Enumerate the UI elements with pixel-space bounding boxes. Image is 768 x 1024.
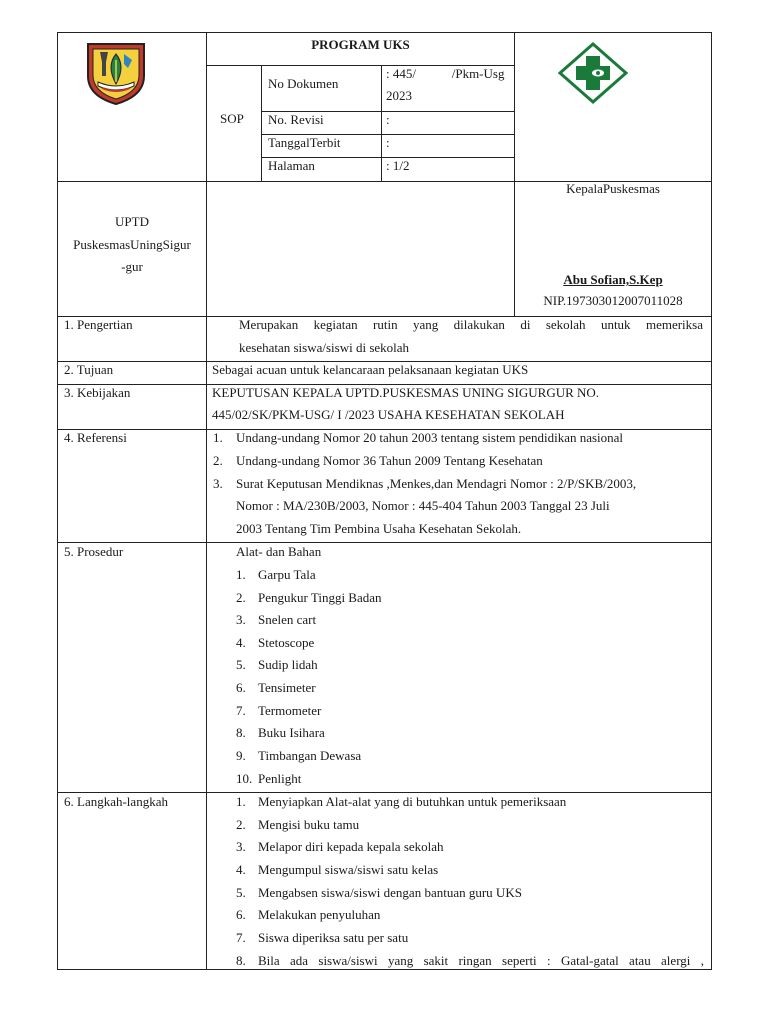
list-item-num: 1. (236, 794, 246, 809)
org-name-line2: PuskesmasUningSigur (73, 237, 191, 252)
referensi-text: Surat Keputusan Mendiknas ,Menkes,dan Mendagri Nomor : 2/P/SKB/2003, (236, 476, 637, 491)
no-revisi-value: : (386, 112, 390, 127)
list-item: Mengumpul siswa/siswi satu kelas (258, 862, 439, 877)
list-item-num: 4. (236, 862, 246, 877)
referensi-text-cont: Nomor : MA/230B/2003, Nomor : 445-404 Tahun 2003 Tanggal 23 Juli (236, 498, 610, 513)
pengertian-line2: kesehatan siswa/siswi di sekolah (239, 340, 410, 355)
tujuan-text: Sebagai acuan untuk kelancaraan pelaksanaan kegiatan UKS (212, 362, 529, 377)
kebijakan-line1: KEPUTUSAN KEPALA UPTD.PUSKESMAS UNING SIGURGUR NO. (212, 385, 600, 400)
list-item-num: 8. (236, 953, 246, 968)
list-item: Timbangan Dewasa (258, 748, 362, 763)
org-name-line1: UPTD (115, 214, 149, 229)
tanggal-terbit-value: : (386, 135, 390, 150)
no-revisi-label: No. Revisi (268, 112, 324, 127)
org-name-line3: -gur (121, 259, 143, 274)
list-item-num: 6. (236, 680, 246, 695)
no-dokumen-label: No Dokumen (268, 76, 339, 91)
list-item: Sudip lidah (258, 657, 318, 672)
list-item: Tensimeter (258, 680, 316, 695)
list-item: Termometer (258, 703, 322, 718)
head-title: KepalaPuskesmas (566, 181, 660, 196)
referensi-num: 1. (213, 430, 223, 445)
sop-label: SOP (220, 111, 244, 126)
list-item-num: 3. (236, 839, 246, 854)
list-item-num: 10. (236, 771, 253, 786)
list-item: Melapor diri kepada kepala sekolah (258, 839, 444, 854)
list-item-num: 9. (236, 748, 246, 763)
list-item: Snelen cart (258, 612, 317, 627)
list-item: Bila ada siswa/siswi yang sakit ringan seperti : Gatal-gatal atau alergi , (258, 953, 704, 968)
section-label-pengertian: 1. Pengertian (64, 317, 133, 332)
prosedur-intro: Alat- dan Bahan (236, 544, 322, 559)
list-item-num: 5. (236, 885, 246, 900)
list-item-num: 8. (236, 725, 246, 740)
section-label-kebijakan: 3. Kebijakan (64, 385, 131, 400)
list-item: Pengukur Tinggi Badan (258, 590, 382, 605)
list-item-num: 3. (236, 612, 246, 627)
list-item-num: 2. (236, 817, 246, 832)
list-item-num: 7. (236, 930, 246, 945)
program-title: PROGRAM UKS (311, 37, 410, 52)
no-dokumen-year: 2023 (386, 88, 412, 103)
list-item: Mengabsen siswa/siswi dengan bantuan guru UKS (258, 885, 522, 900)
list-item: Penlight (258, 771, 302, 786)
list-item: Stetoscope (258, 635, 315, 650)
list-item: Mengisi buku tamu (258, 817, 360, 832)
list-item: Melakukan penyuluhan (258, 907, 381, 922)
head-nip: NIP.197303012007011028 (543, 293, 683, 308)
list-item-num: 2. (236, 590, 246, 605)
section-label-langkah: 6. Langkah-langkah (64, 794, 168, 809)
list-item: Buku Isihara (258, 725, 325, 740)
list-item-num: 1. (236, 567, 246, 582)
list-item: Siswa diperiksa satu per satu (258, 930, 409, 945)
referensi-num: 3. (213, 476, 223, 491)
section-label-referensi: 4. Referensi (64, 430, 127, 445)
pengertian-line1: Merupakan kegiatan rutin yang dilakukan di sekolah untuk memeriksa (239, 317, 703, 332)
tanggal-terbit-label: TanggalTerbit (268, 135, 341, 150)
list-item-num: 5. (236, 657, 246, 672)
regional-emblem-icon (80, 40, 152, 106)
halaman-label: Halaman (268, 158, 315, 173)
referensi-num: 2. (213, 453, 223, 468)
referensi-text: Undang-undang Nomor 20 tahun 2003 tentang sistem pendidikan nasional (236, 430, 624, 445)
head-name: Abu Sofian,S.Kep (563, 272, 663, 287)
list-item-num: 6. (236, 907, 246, 922)
section-label-prosedur: 5. Prosedur (64, 544, 124, 559)
list-item: Garpu Tala (258, 567, 316, 582)
list-item-num: 7. (236, 703, 246, 718)
kebijakan-line2: 445/02/SK/PKM-USG/ I /2023 USAHA KESEHATAN SEKOLAH (212, 407, 565, 422)
list-item: Menyiapkan Alat-alat yang di butuhkan untuk pemeriksaan (258, 794, 567, 809)
no-dokumen-value: : 445/ /Pkm-Usg (386, 66, 505, 81)
puskesmas-cross-icon (558, 42, 628, 104)
referensi-text-cont: 2003 Tentang Tim Pembina Usaha Kesehatan Sekolah. (236, 521, 522, 536)
list-item-num: 4. (236, 635, 246, 650)
section-label-tujuan: 2. Tujuan (64, 362, 114, 377)
referensi-text: Undang-undang Nomor 36 Tahun 2009 Tentang Kesehatan (236, 453, 543, 468)
halaman-value: : 1/2 (386, 158, 410, 173)
